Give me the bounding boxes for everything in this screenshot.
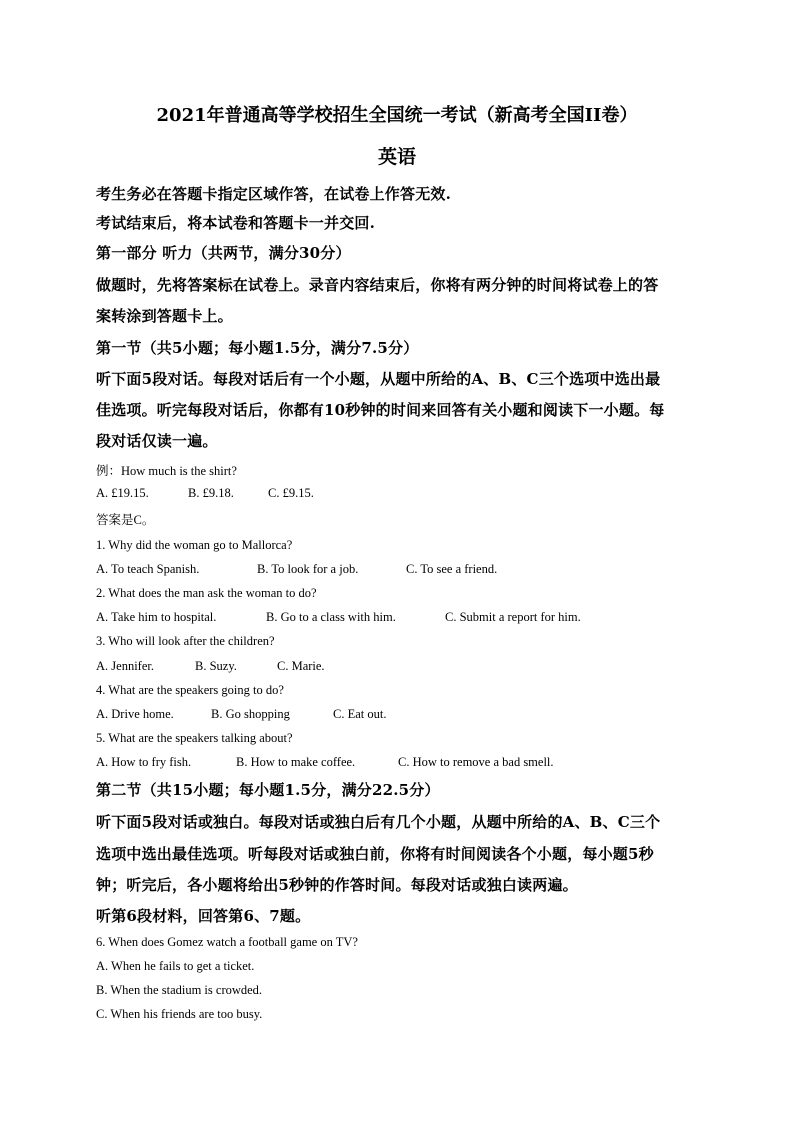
option-c: C. How to remove a bad smell. [398, 755, 554, 769]
option-a: A. Jennifer. [96, 659, 154, 673]
option-c: C. £9.15. [268, 486, 314, 500]
option-c: C. Eat out. [333, 707, 387, 721]
question-6-option-a: A. When he fails to get a ticket. [96, 959, 255, 973]
option-b: B. To look for a job. [257, 562, 359, 576]
question-6: 6. When does Gomez watch a football game on TV? [96, 935, 358, 949]
question-4-options [96, 707, 386, 722]
option-b: B. £9.18. [188, 486, 234, 500]
option-c: C. To see a friend. [406, 562, 498, 576]
section1-instruction-3: 段对话仅读一遍。 [96, 432, 218, 450]
exam-title: 2021年普通高等学校招生全国统一考试（新高考全国II卷） [156, 105, 638, 126]
option-a: A. Drive home. [96, 707, 174, 721]
question-2-options [96, 610, 581, 625]
notice-1: 考生务必在答题卡指定区域作答，在试卷上作答无效. [96, 185, 452, 203]
example-answer: 答案是C。 [96, 513, 155, 527]
question-1: 1. Why did the woman go to Mallorca? [96, 538, 293, 552]
question-3: 3. Who will look after the children? [96, 634, 275, 648]
part1-instruction-1: 做题时，先将答案标在试卷上。录音内容结束后，你将有两分钟的时间将试卷上的答 [96, 276, 659, 294]
example-question: 例：How much is the shirt? [96, 464, 237, 478]
question-5: 5. What are the speakers talking about? [96, 731, 293, 745]
question-4: 4. What are the speakers going to do? [96, 683, 284, 697]
option-c: C. Marie. [277, 659, 325, 673]
option-c: C. Submit a report for him. [445, 610, 581, 624]
section2-instruction-1: 听下面5段对话或独白。每段对话或独白后有几个小题，从题中所给的A、B、C三个 [96, 813, 661, 831]
material-6-heading: 听第6段材料，回答第6、7题。 [96, 907, 311, 925]
question-3-options [96, 659, 325, 674]
part1-heading: 第一部分 听力（共两节，满分30分） [96, 244, 351, 262]
option-b: B. Go to a class with him. [266, 610, 396, 624]
option-a: A. Take him to hospital. [96, 610, 217, 624]
option-a: A. £19.15. [96, 486, 149, 500]
section2-instruction-3: 钟；听完后，各小题将给出5秒钟的作答时间。每段对话或独白读两遍。 [96, 876, 578, 894]
question-1-options [96, 562, 497, 577]
section1-instruction-2: 佳选项。听完每段对话后，你都有10秒钟的时间来回答有关小题和阅读下一小题。每 [96, 401, 665, 419]
option-b: B. How to make coffee. [236, 755, 356, 769]
question-6-option-c: C. When his friends are too busy. [96, 1007, 263, 1021]
subject-title: 英语 [377, 146, 416, 168]
section1-instruction-1: 听下面5段对话。每段对话后有一个小题，从题中所给的A、B、C三个选项中选出最 [96, 370, 661, 388]
part1-instruction-2: 案转涂到答题卡上。 [96, 307, 233, 325]
example-options [96, 486, 314, 501]
option-b: B. Go shopping [211, 707, 290, 721]
section2-heading: 第二节（共15小题；每小题1.5分，满分22.5分） [96, 781, 440, 799]
question-5-options [96, 755, 554, 770]
section1-heading: 第一节（共5小题；每小题1.5分，满分7.5分） [96, 339, 419, 357]
notice-2: 考试结束后，将本试卷和答题卡一并交回. [96, 214, 376, 232]
question-6-option-b: B. When the stadium is crowded. [96, 983, 263, 997]
question-2: 2. What does the man ask the woman to do? [96, 586, 317, 600]
section2-instruction-2: 选项中选出最佳选项。听每段对话或独白前，你将有时间阅读各个小题，每小题5秒 [96, 845, 654, 863]
option-b: B. Suzy. [195, 659, 237, 673]
option-a: A. How to fry fish. [96, 755, 192, 769]
option-a: A. To teach Spanish. [96, 562, 200, 576]
